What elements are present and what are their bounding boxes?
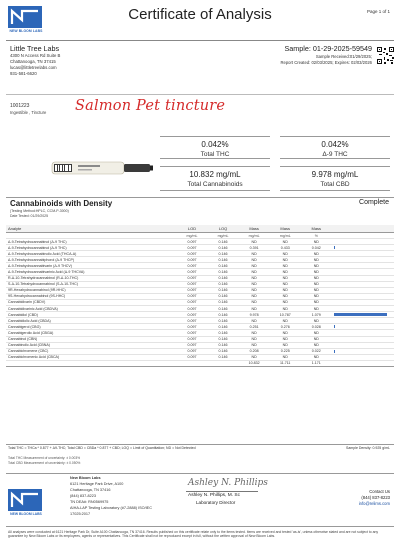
loq-cell: 0.146 [208, 239, 239, 245]
contact-email-link[interactable]: info@relims.com [358, 501, 390, 506]
results-table [6, 225, 394, 367]
loq-cell: 0.146 [208, 293, 239, 299]
footer-divider [6, 473, 394, 474]
table-header-row [6, 225, 394, 233]
mass-cell: 9.978 [239, 312, 270, 318]
loq-cell: 0.146 [208, 257, 239, 263]
loq-cell: 0.146 [208, 330, 239, 336]
summary-label: Total Cannabinoids [187, 181, 243, 188]
analyte-name: Cannabidivarinic Acid (CBDVA) [6, 306, 176, 312]
loq-cell: 0.146 [208, 287, 239, 293]
lod-cell: 0.097 [176, 263, 207, 269]
mass-cell: ND [270, 354, 301, 360]
lod-cell: 0.097 [176, 330, 207, 336]
document-title: Certificate of Analysis [128, 6, 272, 23]
footer-logo [8, 489, 42, 511]
mass-cell: 0.391 [239, 245, 270, 251]
result-bar [334, 325, 336, 328]
mass-cell: ND [270, 330, 301, 336]
disclaimer: All analyses were conducted at 6121 Heritage Park Dr, Suite A100 Chattanooga, TN 37416. Results published on this certificate relate only to the items tested. Items are received and tested 'as-is', unless otherwise stated and are not subject to any guarantee by New Bloom Labs or its employees, agents or representatives. This Certificate shall not be reproduced except in full, without the written approval of New Bloom Labs. [8, 530, 379, 539]
product-type: Ingestible , Tincture [10, 110, 47, 115]
sample-density: Sample Density: 0.925 g/mL [346, 446, 390, 450]
lod-cell: 0.097 [176, 306, 207, 312]
mass-cell: ND [270, 299, 301, 305]
mass-cell: ND [239, 287, 270, 293]
analyte-name: Δ-9-Tetrahydrocannabinol (Δ-9 THC) [6, 245, 176, 251]
lod-cell: 0.097 [176, 257, 207, 263]
sample-id: Sample: 01-29-2025-59549 [284, 44, 372, 53]
contact-label: Contact Us [369, 489, 390, 494]
loq-cell: 0.146 [208, 269, 239, 275]
mass-percent-cell: ND [301, 336, 332, 342]
mass-percent-cell: ND [301, 239, 332, 245]
lod-cell: 0.097 [176, 348, 207, 354]
lod-cell: 0.097 [176, 336, 207, 342]
summary-value: 0.042% [201, 140, 229, 149]
loq-cell: 0.146 [208, 318, 239, 324]
analyte-name: Δ-9-Tetrahydrocannabivarin (Δ-9 THCV) [6, 263, 176, 269]
mass-cell: ND [239, 342, 270, 348]
mass-cell: ND [239, 293, 270, 299]
mass-percent-cell: ND [301, 275, 332, 281]
mass-percent-cell: ND [301, 287, 332, 293]
loq-cell: 0.146 [208, 281, 239, 287]
mass-percent-cell: ND [301, 318, 332, 324]
mass-cell: ND [270, 281, 301, 287]
analyte-name: 9R-Hexahydrocannabinol (9R-HHC) [6, 287, 176, 293]
results-body [6, 233, 394, 367]
info-divider [6, 94, 394, 95]
footer-accreditation: AIHA-LAP Testing Laboratory (#7-2888) ISO/IEC [70, 506, 152, 510]
mass-percent-cell: 1.079 [301, 312, 332, 318]
mass-percent-cell: ND [301, 306, 332, 312]
loq-cell: 0.146 [208, 324, 239, 330]
loq-cell: 0.146 [208, 306, 239, 312]
result-bar [334, 246, 336, 249]
column-header-bar [332, 225, 394, 233]
mass-cell: ND [270, 293, 301, 299]
mass-cell: ND [270, 275, 301, 281]
footer-iso: 17025:2017 [70, 512, 91, 516]
loq-cell: 0.146 [208, 263, 239, 269]
analyte-name: Cannabinolic Acid (CBNA) [6, 342, 176, 348]
thc-uncertainty: Total THC Measurement of uncertainty: ± 0.003% [8, 456, 81, 460]
report-dates: Report Created: 02/03/2025; Expires: 02/03/2026 [280, 60, 372, 65]
mass-cell: ND [239, 306, 270, 312]
summary-total-thc [160, 136, 270, 159]
lod-cell: 0.097 [176, 275, 207, 281]
mass-cell: ND [239, 354, 270, 360]
summary-total-cannabinoids [160, 166, 270, 191]
mass-cell: 0.251 [239, 324, 270, 330]
lod-cell: 0.097 [176, 251, 207, 257]
mass-cell: 0.225 [270, 348, 301, 354]
result-bar [334, 313, 387, 316]
qr-code-icon [377, 47, 394, 64]
analyte-name: S-Δ-10-Tetrahydrocannabinol (S-Δ-10-THC) [6, 281, 176, 287]
lod-cell: 0.097 [176, 287, 207, 293]
mass-percent-cell: 0.042 [301, 245, 332, 251]
mass-percent-cell: ND [301, 299, 332, 305]
summary-total-cbd [280, 166, 390, 191]
results-title: Cannabinoids with Density [10, 199, 113, 208]
lod-cell: 0.097 [176, 293, 207, 299]
client-email: lucas@littletreelabs.com [10, 65, 57, 70]
loq-cell: 0.146 [208, 354, 239, 360]
mass-cell: ND [239, 239, 270, 245]
unit-cell: mg/mL [208, 233, 239, 239]
footer-logo-text: NEW BLOOM LABS [10, 512, 42, 516]
loq-cell: 0.146 [208, 275, 239, 281]
lod-cell: 0.097 [176, 245, 207, 251]
summary-value: 10.832 mg/mL [189, 170, 241, 179]
mass-percent-cell: ND [301, 342, 332, 348]
mass-percent-cell: ND [301, 354, 332, 360]
mass-cell: 0.433 [270, 245, 301, 251]
unit-cell: mg/mL [176, 233, 207, 239]
mass-percent-cell: ND [301, 330, 332, 336]
results-divider [6, 197, 394, 198]
mass-cell: ND [270, 318, 301, 324]
column-header: Mass [301, 225, 332, 233]
mass-percent-cell: ND [301, 269, 332, 275]
column-header: Analyte [6, 225, 176, 233]
total-definition: Total THC = THCa * 0.877 + Δ9-THC; Total CBD = CBDa * 0.877 + CBD; LOQ = Limit of Quantitation; ND = Not Detected [8, 446, 196, 450]
mass-cell: ND [270, 306, 301, 312]
analyte-name: Cannabichromene (CBC) [6, 348, 176, 354]
footer-phone: (844) 837-8223 [70, 494, 96, 498]
summary-delta9-thc [280, 136, 390, 159]
footer-address-2: Chattanooga, TN 37416 [70, 488, 111, 492]
analyte-name: Cannabidiolic Acid (CBDA) [6, 318, 176, 324]
analyte-name: Cannabigerolic Acid (CBGA) [6, 330, 176, 336]
loq-cell: 0.146 [208, 245, 239, 251]
mass-cell: ND [270, 287, 301, 293]
mass-cell: ND [239, 269, 270, 275]
empty-cell [332, 360, 394, 366]
mass-cell: ND [270, 239, 301, 245]
page-indicator: Page 1 of 1 [366, 9, 390, 14]
analyte-name: 9S-Hexahydrocannabinol (9S-HHC) [6, 293, 176, 299]
lod-cell: 0.097 [176, 281, 207, 287]
loq-cell: 0.146 [208, 251, 239, 257]
mass-cell: ND [239, 251, 270, 257]
lod-cell: 0.097 [176, 299, 207, 305]
analyte-name: Cannabinol (CBN) [6, 336, 176, 342]
sample-received: Sample Received:01/29/2025; [315, 54, 372, 59]
mass-percent-cell: ND [301, 257, 332, 263]
summary-label: Δ-9 THC [322, 151, 348, 158]
mass-cell: ND [239, 257, 270, 263]
total-mass-cell: 11.711 [270, 360, 301, 366]
mass-percent-cell: ND [301, 251, 332, 257]
signer-name: Ashley N. Phillips, M. Sc [188, 493, 240, 498]
mass-cell: ND [239, 281, 270, 287]
footer-address-1: 6121 Heritage Park Drive, A100 [70, 482, 124, 486]
mass-cell: ND [270, 263, 301, 269]
logo-text: NEW BLOOM LABS [9, 29, 43, 33]
column-header: LOQ [208, 225, 239, 233]
header-divider [6, 40, 394, 41]
lod-cell: 0.097 [176, 324, 207, 330]
client-phone: 931-581-6620 [10, 71, 37, 76]
date-tested: Date Tested: 01/29/2025 [10, 214, 49, 218]
unit-cell: mg/mL [270, 233, 301, 239]
mass-cell: ND [270, 251, 301, 257]
mass-cell: ND [239, 330, 270, 336]
mass-percent-cell: 0.028 [301, 324, 332, 330]
mass-cell: ND [270, 342, 301, 348]
mass-cell: ND [239, 318, 270, 324]
disclaimer-divider [6, 526, 394, 527]
summary-label: Total CBD [320, 181, 350, 188]
client-name: Little Tree Labs [10, 44, 60, 53]
mass-cell: ND [270, 257, 301, 263]
loq-cell: 0.146 [208, 348, 239, 354]
loq-cell: 0.146 [208, 336, 239, 342]
mass-cell: 0.208 [239, 348, 270, 354]
lod-cell: 0.097 [176, 239, 207, 245]
mass-cell: 0.276 [270, 324, 301, 330]
analyte-name: R-Δ-10-Tetrahydrocannabinol (R-Δ-10-THC) [6, 275, 176, 281]
analyte-name: Δ-9-Tetrahydrocannabinol (Δ-9 THC) [6, 239, 176, 245]
signature-line [186, 491, 258, 492]
footer-license: TN DEA#: RN0569975 [70, 500, 109, 504]
mass-cell: ND [239, 275, 270, 281]
empty-cell [176, 360, 207, 366]
results-status: Complete [359, 199, 389, 206]
mass-percent-cell: 0.022 [301, 348, 332, 354]
column-header: Mass [239, 225, 270, 233]
testing-method: (Testing Method:HPLC, CCM-P-3000) [10, 209, 69, 213]
mass-cell: 10.787 [270, 312, 301, 318]
mass-cell: ND [239, 263, 270, 269]
mass-percent-cell: ND [301, 263, 332, 269]
product-photo [50, 153, 154, 183]
signature: Ashley N. Phillips [188, 478, 268, 488]
result-bar [334, 350, 336, 353]
product-id: 1001223 [10, 103, 30, 109]
mass-cell: ND [270, 269, 301, 275]
total-row [6, 360, 394, 366]
lod-cell: 0.097 [176, 269, 207, 275]
total-percent-cell: 1.171 [301, 360, 332, 366]
mass-cell: ND [239, 299, 270, 305]
client-address-1: 4300 N Access Rd Suite B [10, 53, 61, 58]
loq-cell: 0.146 [208, 342, 239, 348]
summary-label: Total THC [200, 151, 230, 158]
empty-cell [208, 360, 239, 366]
handwritten-product-name: Salmon Pet tincture [75, 98, 226, 114]
lod-cell: 0.097 [176, 342, 207, 348]
client-address-2: Chattanooga, TN 37415 [10, 59, 56, 64]
contact-phone: (844) 837-8223 [361, 495, 390, 500]
lod-cell: 0.097 [176, 354, 207, 360]
loq-cell: 0.146 [208, 299, 239, 305]
total-mass-cell: 10.832 [239, 360, 270, 366]
summary-value: 0.042% [321, 140, 349, 149]
analyte-name: Cannabidivarin (CBDV) [6, 299, 176, 305]
column-header: Mass [270, 225, 301, 233]
analyte-name: Δ-9-Tetrahydrocannabiphorol (Δ-9 THCP) [6, 257, 176, 263]
cbd-uncertainty: Total CBD Measurement of uncertainty: ± 0.050% [8, 461, 81, 465]
analyte-name: Δ-9-Tetrahydrocannabinolic Acid (THCA-A) [6, 251, 176, 257]
lod-cell: 0.097 [176, 312, 207, 318]
analyte-name: Cannabidiol (CBD) [6, 312, 176, 318]
signer-title: Laboratory Director [196, 500, 236, 505]
unit-cell: % [301, 233, 332, 239]
summary-value: 9.978 mg/mL [311, 170, 359, 179]
unit-cell: mg/mL [239, 233, 270, 239]
mass-percent-cell: ND [301, 293, 332, 299]
loq-cell: 0.146 [208, 312, 239, 318]
mass-cell: ND [239, 336, 270, 342]
analyte-name: Cannabichromenic Acid (CBCA) [6, 354, 176, 360]
lod-cell: 0.097 [176, 318, 207, 324]
column-header: LOD [176, 225, 207, 233]
analyte-name: Cannabigerol (CBG) [6, 324, 176, 330]
total-label-cell [6, 360, 176, 366]
analyte-name: Δ-9-Tetrahydrocannabivarinic Acid (Δ-9 THCVA) [6, 269, 176, 275]
mass-percent-cell: ND [301, 281, 332, 287]
footer-lab-name: New Bloom Labs [70, 476, 101, 480]
mass-cell: ND [270, 336, 301, 342]
total-divider [6, 444, 394, 445]
